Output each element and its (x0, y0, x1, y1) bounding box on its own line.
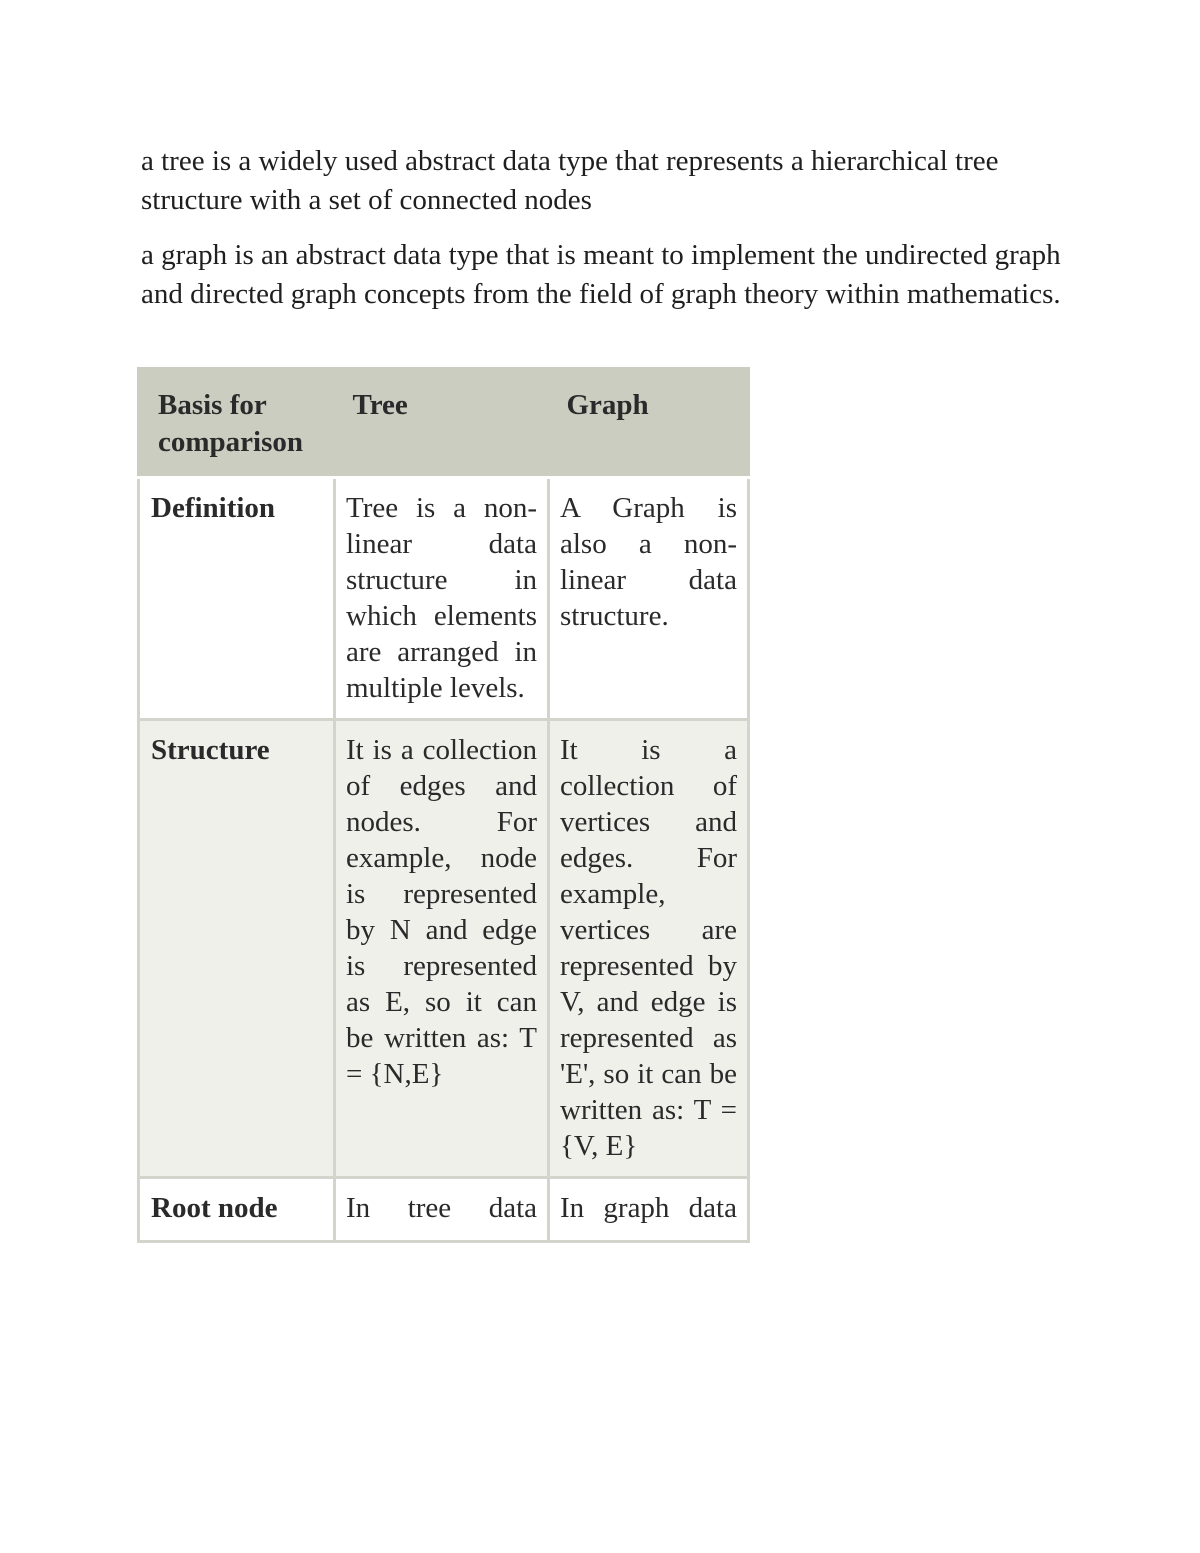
header-tree: Tree (335, 367, 549, 477)
graph-definition-cell: A Graph is also a non-linear data structure. (549, 477, 749, 719)
tree-structure-cell: It is a collection of edges and nodes. For example, node is represented by N and edge is represented as E, so it can be written as: T = {N,E} (335, 719, 549, 1177)
tree-root-node-cell (335, 1177, 549, 1241)
row-label-definition: Definition (139, 477, 335, 719)
table-header-row (139, 367, 749, 477)
row-label-root-node: Root node (139, 1177, 335, 1241)
table-row (139, 1177, 749, 1241)
graph-root-node-cell (549, 1177, 749, 1241)
graph-root-node-text: In graph data (560, 1191, 737, 1224)
tree-definition-paragraph: a tree is a widely used abstract data type that represents a hierarchical tree structure with a set of connected nodes (141, 145, 999, 216)
row-label-structure: Structure (139, 719, 335, 1177)
header-graph: Graph (549, 367, 749, 477)
tree-definition-cell: Tree is a non-linear data structure in which elements are arranged in multiple levels. (335, 477, 549, 719)
graph-definition-paragraph: a graph is an abstract data type that is meant to implement the undirected graph and directed graph concepts from the field of graph theory within mathematics. (141, 239, 1061, 310)
tree-vs-graph-table (137, 367, 750, 1243)
tree-root-node-text: In tree data (346, 1191, 537, 1224)
table-row (139, 719, 749, 1177)
graph-structure-cell: It is a collection of vertices and edges. For example, vertices are represented by V, and edge is represented as 'E', so it can be written as: T = {V, E} (549, 719, 749, 1177)
header-basis: Basis for comparison (139, 367, 335, 477)
table-row (139, 477, 749, 719)
